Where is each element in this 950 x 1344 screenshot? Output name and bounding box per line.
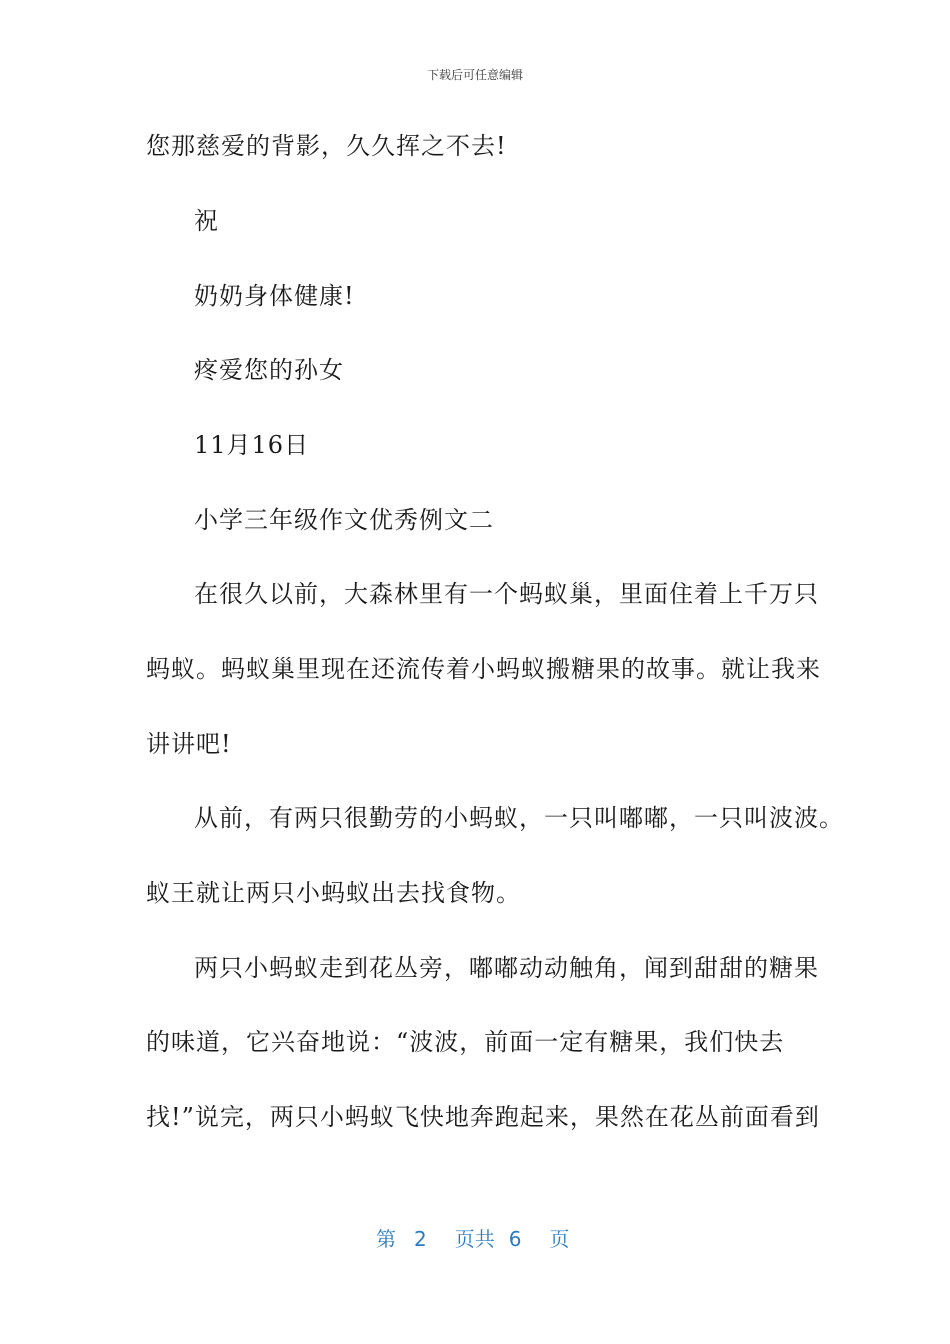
section-title: 小学三年级作文优秀例文二 — [194, 506, 494, 534]
page-header-note: 下载后可任意编辑 — [426, 68, 523, 82]
text-line: 您那慈爱的背影，久久挥之不去! — [146, 132, 507, 160]
text-line: 找!”说完，两只小蚂蚁飞快地奔跑起来，果然在花丛前面看到 — [146, 1103, 820, 1131]
text-line: 讲讲吧! — [146, 730, 232, 758]
text-line: 的味道，它兴奋地说：“波波，前面一定有糖果，我们快去 — [146, 1028, 785, 1056]
text-line: 蚁王就让两只小蚂蚁出去找食物。 — [146, 879, 521, 907]
page-prefix: 第 — [376, 1227, 396, 1251]
text-line: 在很久以前，大森林里有一个蚂蚁巢，里面住着上千万只 — [194, 580, 819, 608]
text-line: 疼爱您的孙女 — [194, 356, 344, 384]
page-suffix: 页 — [549, 1227, 570, 1251]
current-page-number: 2 — [414, 1227, 427, 1251]
text-line: 两只小蚂蚁走到花丛旁，嘟嘟动动触角，闻到甜甜的糖果 — [194, 954, 819, 982]
text-line: 11月16日 — [194, 431, 310, 459]
text-line: 从前，有两只很勤劳的小蚂蚁，一只叫嘟嘟，一只叫波波。 — [194, 804, 844, 832]
text-line: 祝 — [194, 207, 219, 235]
page-mid-label: 页共 — [454, 1227, 495, 1251]
text-line: 蚂蚁。蚂蚁巢里现在还流传着小蚂蚁搬糖果的故事。就让我来 — [146, 655, 821, 683]
page-number-footer — [376, 1226, 569, 1252]
text-line: 奶奶身体健康! — [194, 282, 355, 310]
total-pages-number: 6 — [508, 1227, 522, 1251]
